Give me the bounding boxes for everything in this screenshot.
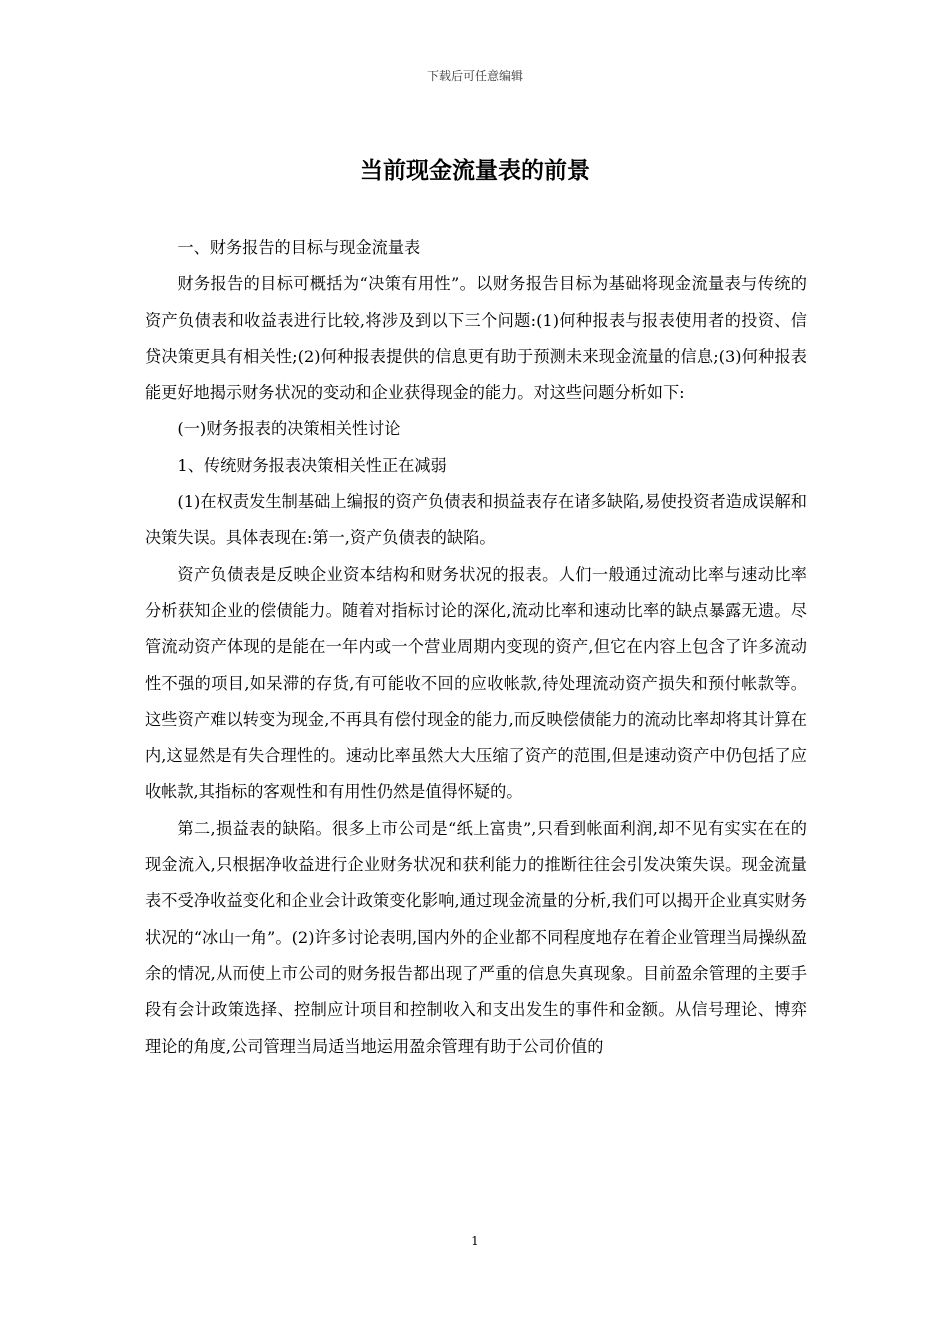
subsection-heading: (一)财务报表的决策相关性讨论: [177, 419, 401, 439]
paragraph: (1)在权责发生制基础上编报的资产负债表和损益表存在诸多缺陷,易使投资者造成误解和决策失误。具体表现在:第一,资产负债表的缺陷。: [145, 492, 807, 548]
paragraph: 资产负债表是反映企业资本结构和财务状况的报表。人们一般通过流动比率与速动比率分析获知企业的偿债能力。随着对指标讨论的深化,流动比率和速动比率的缺点暴露无遗。尽管流动资产体现的是能在一年内或一个营业周期内变现的资产,但它在内容上包含了许多流动性不强的项目,如呆滞的存货,有可能收不回的应收帐款,待处理流动资产损失和预付帐款等。这些资产难以转变为现金,不再具有偿付现金的能力,而反映偿债能力的流动比率却将其计算在内,这显然是有失合理性的。速动比率虽然大大压缩了资产的范围,但是速动资产中仍包括了应收帐款,其指标的客观性和有用性仍然是值得怀疑的。: [145, 564, 807, 802]
page-number: 1: [471, 1234, 479, 1248]
subsection-heading: 1、传统财务报表决策相关性正在减弱: [177, 455, 447, 475]
document-title: 当前现金流量表的前景: [360, 157, 590, 184]
document-body: [145, 230, 807, 1065]
section-heading: 一、财务报告的目标与现金流量表: [177, 238, 421, 257]
paragraph: 财务报告的目标可概括为“决策有用性”。以财务报告目标为基础将现金流量表与传统的资产负债表和收益表进行比较,将涉及到以下三个问题:(1)何种报表与报表使用者的投资、信贷决策更具有相关性;(2)何种报表提供的信息更有助于预测未来现金流量的信息;(3)何种报表能更好地揭示财务状况的变动和企业获得现金的能力。对这些问题分析如下:: [145, 274, 807, 403]
page-header: 下载后可任意编辑: [426, 69, 523, 83]
paragraph: 第二,损益表的缺陷。很多上市公司是“纸上富贵”,只看到帐面利润,却不见有实实在在的现金流入,只根据净收益进行企业财务状况和获利能力的推断往往会引发决策失误。现金流量表不受净收益变化和企业会计政策变化影响,通过现金流量的分析,我们可以揭开企业真实财务状况的“冰山一角”。(2)许多讨论表明,国内外的企业都不同程度地存在着企业管理当局操纵盈余的情况,从而使上市公司的财务报告都出现了严重的信息失真现象。目前盈余管理的主要手段有会计政策选择、控制应计项目和控制收入和支出发生的事件和金额。从信号理论、博弈理论的角度,公司管理当局适当地运用盈余管理有助于公司价值的: [145, 818, 807, 1056]
